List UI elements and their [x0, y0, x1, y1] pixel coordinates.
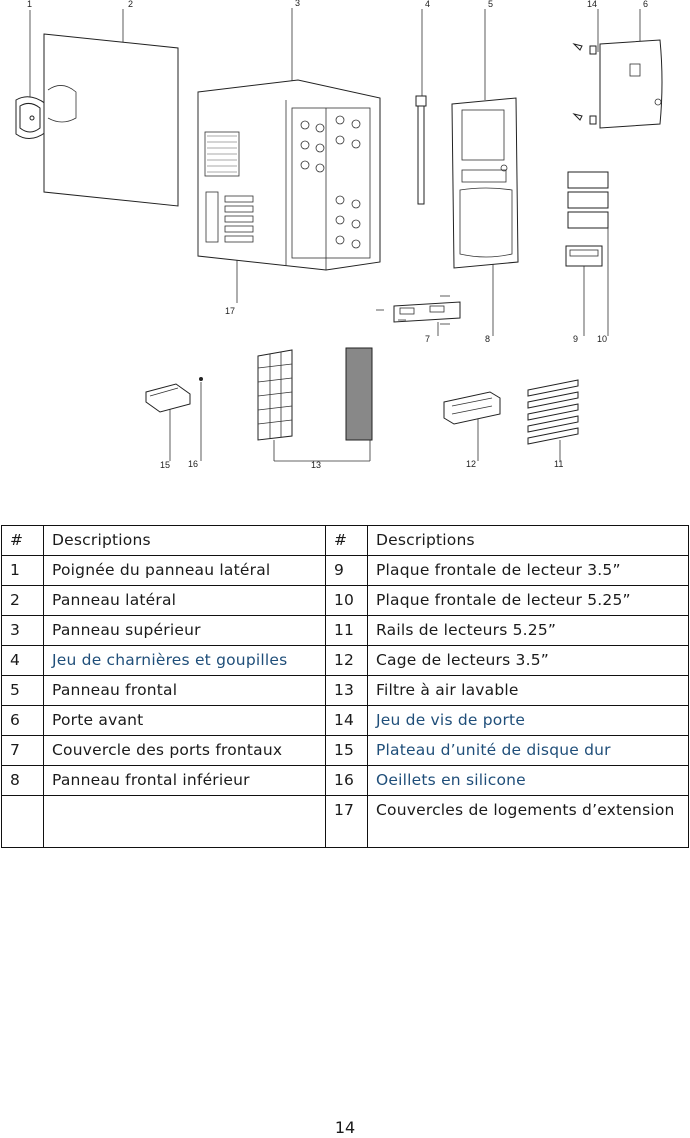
callout-7: 7: [425, 334, 431, 344]
part-description: Couvercle des ports frontaux: [44, 736, 326, 766]
header-number-2: #: [326, 526, 368, 556]
front-panel-drawing: [452, 98, 518, 268]
part-description: Panneau frontal inférieur: [44, 766, 326, 796]
callout-15: 15: [160, 460, 171, 470]
part-number: 17: [326, 796, 368, 848]
part-description: Cage de lecteurs 3.5”: [368, 646, 689, 676]
table-row: [2, 676, 689, 706]
part-number: 4: [2, 646, 44, 676]
door-screws-drawing: [574, 44, 596, 124]
part-description: Plaque frontale de lecteur 5.25”: [368, 586, 689, 616]
part-description: Couvercles de logements d’extension: [368, 796, 689, 848]
part-description: Panneau frontal: [44, 676, 326, 706]
part-description: Jeu de vis de porte: [368, 706, 689, 736]
callout-2: 2: [128, 0, 134, 9]
table-row: [2, 766, 689, 796]
part-description: Poignée du panneau latéral: [44, 556, 326, 586]
part-number: 15: [326, 736, 368, 766]
part-description: Filtre à air lavable: [368, 676, 689, 706]
callout-12: 12: [466, 459, 477, 469]
part-description: Porte avant: [44, 706, 326, 736]
header-descriptions-2: Descriptions: [368, 526, 689, 556]
part-number: 6: [2, 706, 44, 736]
part-number: 10: [326, 586, 368, 616]
side-panel-drawing: [44, 34, 178, 206]
callout-10: 10: [597, 334, 608, 344]
callout-14: 14: [587, 0, 598, 9]
part-number: 14: [326, 706, 368, 736]
front-door-drawing: [600, 40, 662, 128]
part-number: 13: [326, 676, 368, 706]
table-row: [2, 796, 689, 848]
part-number: 1: [2, 556, 44, 586]
part-number: 2: [2, 586, 44, 616]
callout-6: 6: [643, 0, 649, 9]
air-filter-drawing: [258, 348, 372, 440]
part-description: Jeu de charnières et goupilles: [44, 646, 326, 676]
callout-4: 4: [425, 0, 431, 9]
table-row: [2, 706, 689, 736]
part-description: Oeillets en silicone: [368, 766, 689, 796]
table-row: [2, 616, 689, 646]
callout-1: 1: [27, 0, 33, 9]
page-number: 14: [334, 1118, 356, 1137]
parts-description-table: [1, 525, 689, 848]
hdd-tray-drawing: [146, 384, 190, 412]
table-row: [2, 556, 689, 586]
side-panel-handle-drawing: [16, 97, 46, 139]
chassis-drawing: [198, 80, 380, 270]
part-number: 5: [2, 676, 44, 706]
part-description: Plaque frontale de lecteur 3.5”: [368, 556, 689, 586]
part-number: 3: [2, 616, 44, 646]
drive-bezels-drawing: [566, 172, 608, 266]
callout-3: 3: [295, 0, 301, 8]
callout-8: 8: [485, 334, 491, 344]
table-header-row: [2, 526, 689, 556]
part-number: 12: [326, 646, 368, 676]
part-number: 11: [326, 616, 368, 646]
exploded-parts-diagram: [0, 0, 690, 480]
part-description: Panneau latéral: [44, 586, 326, 616]
part-description: Rails de lecteurs 5.25”: [368, 616, 689, 646]
part-description: [44, 796, 326, 848]
table-row: [2, 586, 689, 616]
part-number: 7: [2, 736, 44, 766]
callout-13: 13: [311, 460, 322, 470]
callout-11: 11: [554, 459, 564, 469]
part-number: [2, 796, 44, 848]
callout-9: 9: [573, 334, 579, 344]
header-descriptions-1: Descriptions: [44, 526, 326, 556]
front-port-cover-drawing: [376, 296, 460, 324]
callout-16: 16: [188, 459, 199, 469]
part-description: Plateau d’unité de disque dur: [368, 736, 689, 766]
callout-5: 5: [488, 0, 494, 9]
table-row: [2, 736, 689, 766]
callout-17: 17: [225, 306, 236, 316]
drive-rails-drawing: [528, 380, 578, 444]
part-description: Panneau supérieur: [44, 616, 326, 646]
part-number: 8: [2, 766, 44, 796]
part-number: 16: [326, 766, 368, 796]
hinge-set-drawing: [416, 96, 426, 204]
part-number: 9: [326, 556, 368, 586]
header-number-1: #: [2, 526, 44, 556]
silicone-grommet-drawing: [199, 377, 203, 381]
drive-cage-drawing: [444, 392, 500, 424]
table-row: [2, 646, 689, 676]
